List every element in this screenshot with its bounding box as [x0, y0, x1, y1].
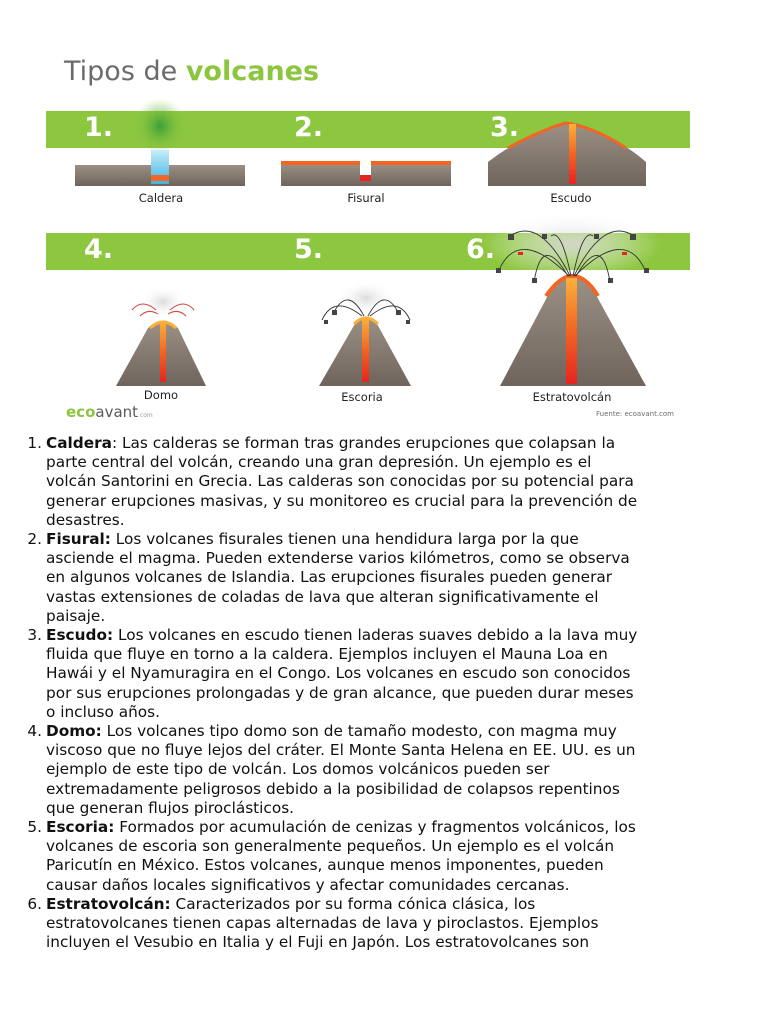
list-item-caldera: [27, 434, 726, 530]
text-line: parte central del volcán, creando una gran depresión. Un ejemplo es el: [46, 453, 592, 472]
label-domo: Domo: [143, 388, 179, 402]
text-line: incluyen el Vesubio en Italia y el Fuji en Japón. Los estratovolcanes son: [46, 933, 590, 952]
volcano-illustrations: [46, 44, 690, 424]
band-number-3: 3.: [490, 112, 520, 143]
ecoavant-logo: ecoavant.com: [66, 403, 153, 421]
list-number: 2.: [27, 530, 42, 549]
band-number-5: 5.: [294, 234, 324, 265]
text-line: Hawái y el Nyamuragira en el Congo. Los volcanes en escudo son conocidos: [46, 664, 631, 683]
text-line: Caracterizados por su forma cónica clásica, los: [170, 894, 536, 913]
infographic-title: [64, 56, 319, 87]
term-domo: Domo:: [46, 722, 102, 741]
title-part-2: volcanes: [185, 56, 320, 87]
volcano-types-infographic: [46, 44, 690, 424]
list-number: 6.: [27, 894, 42, 913]
list-item-estratovolcan: [27, 894, 726, 953]
text-line: paisaje.: [46, 606, 106, 625]
term-escoria: Escoria:: [46, 818, 115, 837]
list-item-escoria: [27, 818, 726, 895]
band-number-1: 1.: [84, 112, 114, 143]
list-item-domo: [27, 722, 726, 818]
text-line: Formados por acumulación de cenizas y fragmentos volcánicos, los: [114, 818, 636, 837]
source-credit: Fuente: ecoavant.com: [596, 410, 674, 418]
text-line: asciende el magma. Pueden extenderse varios kilómetros, como se observa: [46, 549, 630, 568]
text-line: extremadamente peligrosos debido a la posibilidad de colapsos repentinos: [46, 779, 620, 798]
text-line: fluida que fluye en torno a la caldera. Ejemplos incluyen el Mauna Loa en: [46, 645, 608, 664]
list-item-fisural: [27, 530, 726, 626]
label-estratovolcan: Estratovolcán: [532, 390, 612, 404]
list-number: 5.: [27, 818, 42, 837]
label-escudo: Escudo: [550, 191, 592, 205]
text-line: en algunos volcanes de Islandia. Las erupciones fisurales pueden generar: [46, 568, 613, 587]
stratovolcano-illustration: [482, 210, 662, 386]
text-line: volcanes de escoria son generalmente pequeños. Un ejemplo es el volcán: [46, 837, 615, 856]
text-line: Los volcanes en escudo tienen laderas suaves debido a la lava muy: [113, 626, 638, 645]
label-escoria: Escoria: [341, 390, 383, 404]
text-line: que generan flujos piroclásticos.: [46, 798, 295, 817]
text-line: vastas extensiones de coladas de lava que alteran significativamente el: [46, 587, 599, 606]
title-part-1: Tipos de: [64, 56, 178, 87]
term-caldera: Caldera: [46, 434, 112, 452]
text-line: por sus erupciones prolongadas y de gran alcance, que pueden durar meses: [46, 683, 634, 702]
text-line: viscoso que no fluye lejos del cráter. El Monte Santa Helena en EE. UU. es un: [46, 741, 636, 760]
text-line: estratovolcanes tienen capas alternadas de lava y piroclastos. Ejemplos: [46, 914, 599, 933]
text-line: desastres.: [46, 510, 125, 529]
band-number-4: 4.: [84, 234, 114, 265]
text-line: Los volcanes tipo domo son de tamaño modesto, con magma muy: [101, 722, 617, 741]
text-line: : Las calderas se forman tras grandes erupciones que colapsan la: [111, 434, 616, 452]
dome-volcano-illustration: [116, 286, 206, 386]
band-number-2: 2.: [294, 112, 324, 143]
label-caldera: Caldera: [138, 191, 184, 205]
text-line: causar daños locales significativos y afectar comunidades cercanas.: [46, 875, 570, 894]
text-line: ejemplo de este tipo de volcán. Los domos volcánicos pueden ser: [46, 760, 550, 779]
list-number: 3.: [27, 626, 42, 645]
volcano-types-list: [27, 434, 726, 952]
text-line: Los volcanes fisurales tienen una hendidura larga por la que: [110, 530, 579, 549]
term-escudo: Escudo:: [46, 626, 114, 645]
list-item-escudo: [27, 626, 726, 722]
cinder-cone-volcano-illustration: [319, 280, 411, 386]
text-line: Paricutín en México. Estos volcanes, aunque menos imponentes, pueden: [46, 856, 604, 875]
list-number: 4.: [27, 722, 42, 741]
band-number-6: 6.: [466, 234, 496, 265]
term-estratovolcan: Estratovolcán:: [46, 894, 171, 913]
term-fisural: Fisural:: [46, 530, 111, 549]
text-line: volcán Santorini en Grecia. Las calderas son conocidas por su potencial para: [46, 472, 634, 491]
label-fisural: Fisural: [347, 191, 385, 205]
list-number: 1.: [27, 434, 42, 452]
text-line: generar erupciones masivas, y su monitoreo es crucial para la prevención de: [46, 491, 638, 510]
text-line: o incluso años.: [46, 702, 160, 721]
fissure-volcano-illustration: [281, 161, 451, 186]
